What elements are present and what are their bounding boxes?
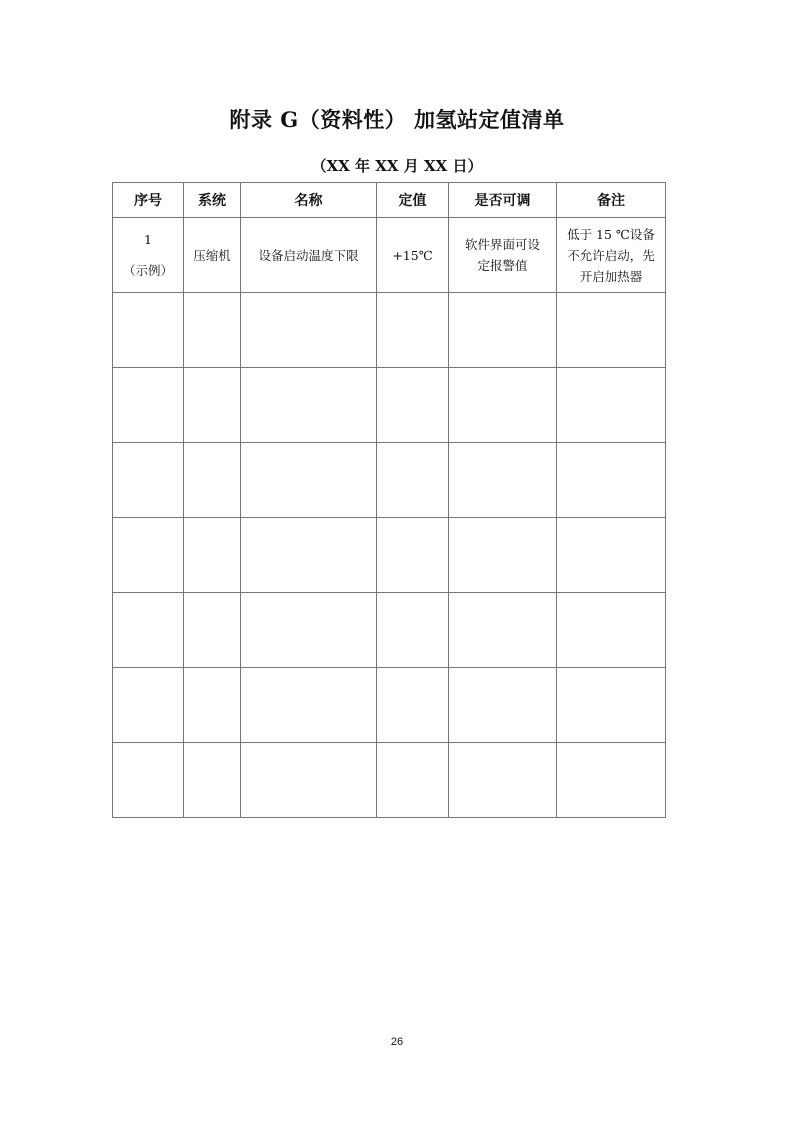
table-row-empty (113, 668, 666, 743)
empty-cell (557, 293, 666, 368)
remark-line-3: 开启加热器 (579, 268, 643, 284)
document-title: 附录 G（资料性） 加氢站定值清单 (229, 107, 565, 132)
table-row-empty (113, 593, 666, 668)
empty-cell (184, 368, 241, 443)
empty-cell (449, 593, 557, 668)
empty-cell (113, 743, 184, 818)
adjustable-line-2: 定报警值 (477, 258, 528, 273)
adjustable-line-1: 软件界面可设 (464, 237, 540, 252)
empty-cell (377, 518, 449, 593)
empty-cell (449, 443, 557, 518)
header-system: 系统 (184, 183, 241, 218)
index-number: 1 (144, 232, 152, 247)
header-adjustable: 是否可调 (449, 183, 557, 218)
remark-line-2: 不允许启动，先 (567, 247, 655, 263)
empty-cell (377, 668, 449, 743)
empty-cell (241, 668, 377, 743)
empty-cell (113, 518, 184, 593)
header-remark: 备注 (557, 183, 666, 218)
empty-cell (377, 743, 449, 818)
empty-cell (113, 368, 184, 443)
empty-cell (113, 668, 184, 743)
empty-cell (184, 668, 241, 743)
cell-value: +15℃ (377, 218, 449, 293)
empty-cell (113, 293, 184, 368)
empty-cell (449, 743, 557, 818)
empty-cell (557, 593, 666, 668)
table-row-example (113, 218, 666, 293)
empty-cell (241, 743, 377, 818)
empty-cell (557, 368, 666, 443)
empty-cell (449, 293, 557, 368)
table-row-empty (113, 368, 666, 443)
cell-adjustable (449, 218, 557, 293)
empty-cell (241, 518, 377, 593)
empty-cell (557, 668, 666, 743)
cell-remark (557, 218, 666, 293)
empty-cell (241, 593, 377, 668)
empty-cell (557, 518, 666, 593)
table-row-empty (113, 293, 666, 368)
table-row-empty (113, 743, 666, 818)
empty-cell (184, 293, 241, 368)
empty-cell (557, 743, 666, 818)
empty-cell (184, 443, 241, 518)
empty-cell (184, 743, 241, 818)
cell-name: 设备启动温度下限 (241, 218, 377, 293)
empty-cell (113, 443, 184, 518)
empty-cell (184, 518, 241, 593)
header-name: 名称 (241, 183, 377, 218)
remark-line-1: 低于 15 ℃设备 (567, 226, 655, 242)
empty-cell (377, 443, 449, 518)
empty-cell (557, 443, 666, 518)
empty-cell (241, 293, 377, 368)
empty-cell (449, 368, 557, 443)
header-row (113, 183, 666, 218)
header-index: 序号 (113, 183, 184, 218)
table-row-empty (113, 518, 666, 593)
cell-system: 压缩机 (184, 218, 241, 293)
empty-cell (377, 593, 449, 668)
cell-index (113, 218, 184, 293)
setpoint-table (112, 182, 666, 818)
empty-cell (377, 368, 449, 443)
empty-cell (184, 593, 241, 668)
date-line: （XX 年 XX 月 XX 日） (311, 157, 483, 175)
empty-cell (241, 368, 377, 443)
index-note: （示例） (122, 263, 173, 278)
header-value: 定值 (377, 183, 449, 218)
empty-cell (241, 443, 377, 518)
empty-cell (377, 293, 449, 368)
empty-cell (113, 593, 184, 668)
table-row-empty (113, 443, 666, 518)
empty-cell (449, 668, 557, 743)
empty-cell (449, 518, 557, 593)
page-number: 26 (390, 1036, 404, 1048)
